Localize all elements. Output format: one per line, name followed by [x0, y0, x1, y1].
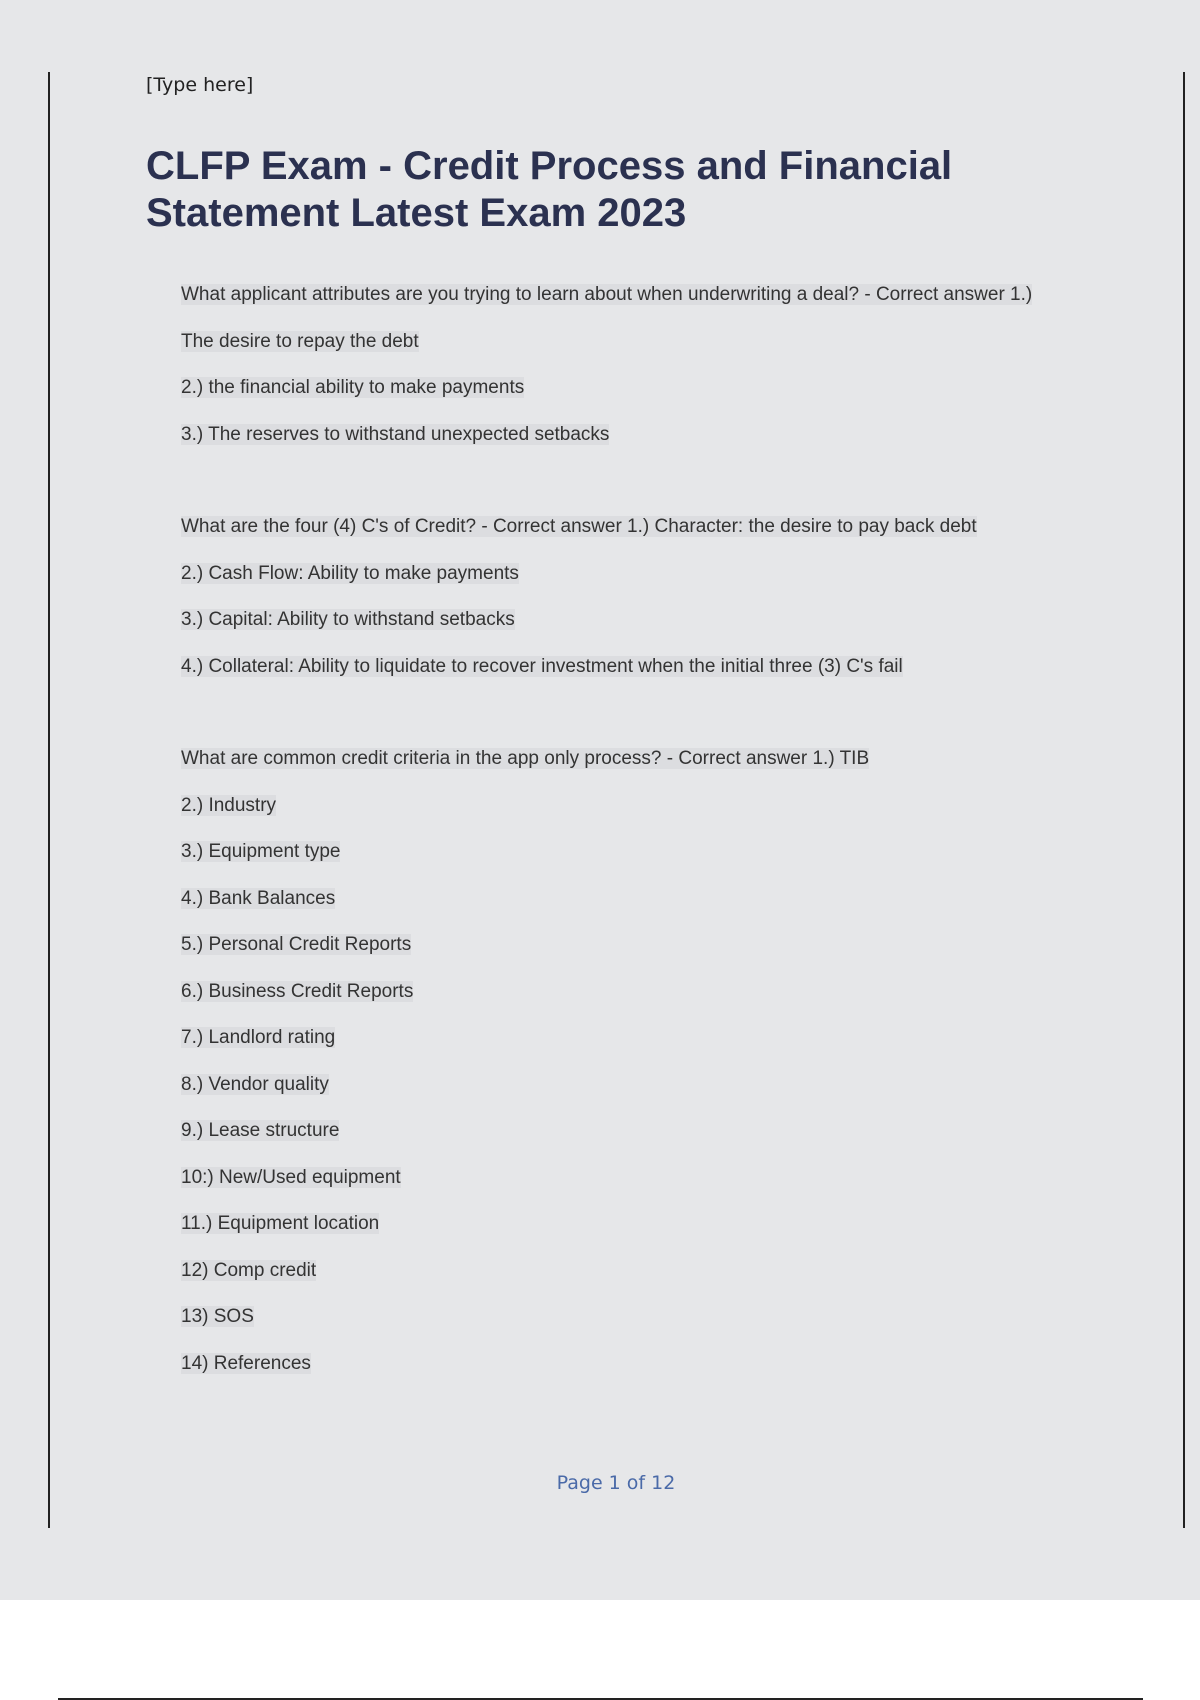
answer-line: 3.) The reserves to withstand unexpected setbacks [181, 423, 610, 445]
page-border-left [48, 72, 50, 1528]
answer-line: 7.) Landlord rating [181, 1027, 336, 1048]
answer-line: The desire to repay the debt [181, 330, 419, 352]
document-title: CLFP Exam - Credit Process and Financial Statement Latest Exam 2023 [146, 144, 953, 235]
answer-line: 2.) the financial ability to make payments [181, 377, 525, 398]
answer-line: 4.) Collateral: Ability to liquidate to recover investment when the initial three (3) C's fail [181, 655, 903, 677]
answer-line: 8.) Vendor quality [181, 1073, 329, 1095]
question-line: What applicant attributes are you trying to learn about when underwriting a deal? - Correct answer 1.) [181, 284, 1033, 305]
answer-line: 5.) Personal Credit Reports [181, 934, 412, 955]
question-line: What are the four (4) C's of Credit? - Correct answer 1.) Character: the desire to pay back debt [181, 516, 977, 537]
answer-line: 14) References [181, 1352, 311, 1374]
answer-line: 13) SOS [181, 1306, 254, 1327]
answer-line: 6.) Business Credit Reports [181, 980, 414, 1002]
answer-line: 11.) Equipment location [181, 1213, 380, 1234]
header-placeholder[interactable]: [Type here] [146, 74, 254, 96]
answer-line: 2.) Cash Flow: Ability to make payments [181, 562, 519, 584]
answer-line: 4.) Bank Balances [181, 887, 336, 909]
question-2 [181, 511, 1141, 697]
answer-line: 3.) Capital: Ability to withstand setbacks [181, 609, 515, 630]
question-1 [181, 279, 1141, 465]
answer-line: 9.) Lease structure [181, 1120, 340, 1141]
answer-line: 2.) Industry [181, 794, 277, 816]
page-number: Page 1 of 12 [556, 1472, 676, 1494]
answer-line: 12) Comp credit [181, 1259, 317, 1281]
question-line: What are common credit criteria in the app only process? - Correct answer 1.) TIB [181, 748, 870, 769]
answer-line: 3.) Equipment type [181, 841, 341, 862]
answer-line: 10:) New/Used equipment [181, 1166, 401, 1188]
page-border-right [1183, 72, 1185, 1528]
question-3 [181, 743, 1141, 1394]
